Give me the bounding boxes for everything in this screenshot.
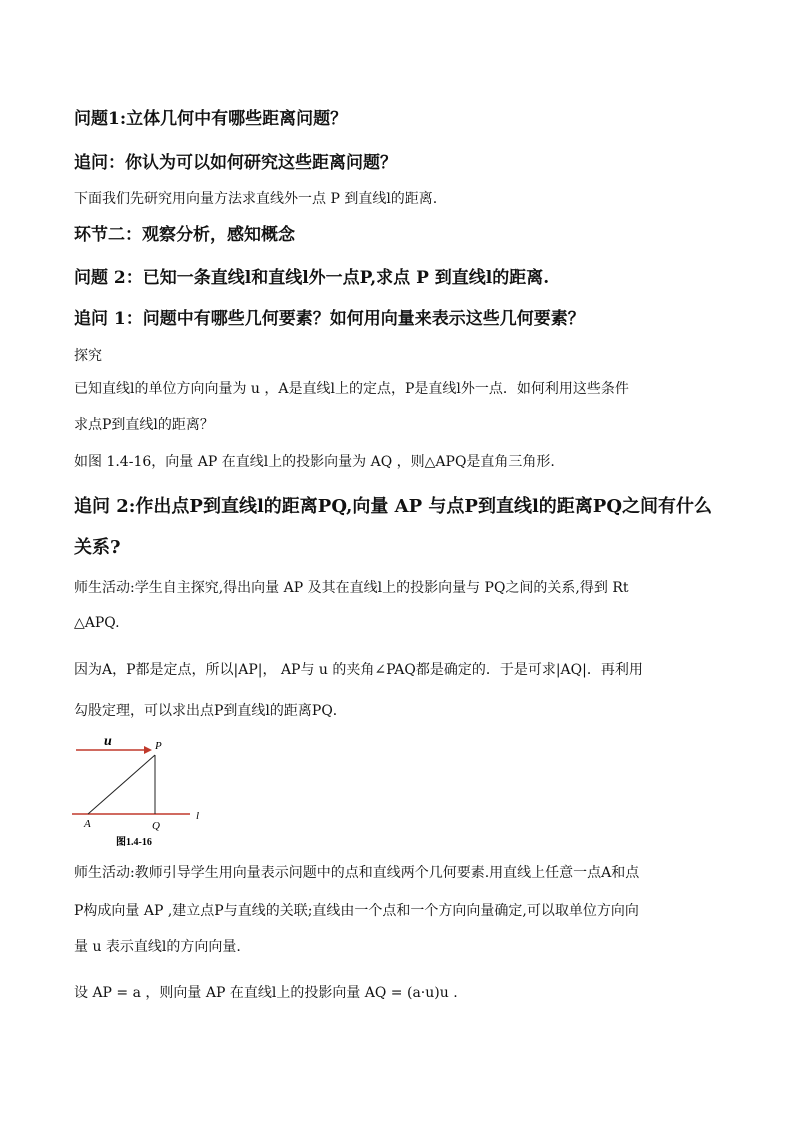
set-vector-line: 设 AP = a ，则向量 AP 在直线l上的投影向量 AQ = (a·u)u .: [74, 985, 458, 1001]
explore-paragraph-1: 已知直线l的单位方向向量为 u ，A是直线l上的定点，P是直线l外一点．如何利用这些条件: [74, 381, 629, 397]
figure-reference: 如图 1.4-16，向量 AP 在直线l上的投影向量为 AQ ，则△APQ是直角三角形.: [74, 454, 555, 470]
question-2: 问题 2：已知一条直线l和直线l外一点P,求点 P 到直线l的距离.: [74, 268, 550, 288]
p-label: P: [155, 740, 162, 752]
a-label: A: [84, 818, 91, 830]
followup-1: 追问 1：问题中有哪些几何要素？如何用向量来表示这些几何要素？: [74, 309, 585, 329]
segment-ap: [88, 755, 155, 814]
question-1: 问题1:立体几何中有哪些距离问题？: [74, 109, 348, 129]
question-1-followup: 追问：你认为可以如何研究这些距离问题？: [74, 153, 397, 173]
q-label: Q: [152, 820, 160, 832]
activity-1-line-2: △APQ.: [74, 615, 120, 631]
unit-vector-arrowhead: [144, 746, 152, 754]
l-label: l: [196, 810, 200, 822]
activity-1-line-1: 师生活动:学生自主探究,得出向量 AP 及其在直线l上的投影向量与 PQ之间的关系,得到 Rt: [74, 580, 629, 596]
because-line-2: 勾股定理，可以求出点P到直线l的距离PQ．: [74, 703, 347, 719]
figure-caption: 图1.4-16: [116, 837, 152, 847]
section-2-heading: 环节二：观察分析，感知概念: [74, 225, 295, 245]
projection-diagram: [72, 735, 212, 847]
activity-2-line-2: P构成向量 AP ,建立点P与直线的关联;直线由一个点和一个方向向量确定,可以取单位方向向: [74, 903, 639, 919]
activity-2-line-3: 量 u 表示直线l的方向向量.: [74, 939, 241, 955]
followup-2-line-1: 追问 2:作出点P到直线l的距离PQ,向量 AP 与点P到直线l的距离PQ之间有什么: [74, 496, 713, 517]
explore-paragraph-2: 求点P到直线l的距离？: [74, 417, 214, 433]
u-label: u: [104, 735, 112, 749]
explore-label: 探究: [74, 348, 102, 364]
followup-2-line-2: 关系?: [74, 537, 121, 558]
activity-2-line-1: 师生活动:教师引导学生用向量表示问题中的点和直线两个几何要素.用直线上任意一点A和点: [74, 865, 640, 881]
figure-1-4-16: [72, 735, 212, 851]
because-line-1: 因为A，P都是定点，所以|AP|， AP与 u 的夹角∠PAQ都是确定的．于是可求|AQ|．再利用: [74, 662, 643, 678]
intro-text: 下面我们先研究用向量方法求直线外一点 P 到直线l的距离.: [74, 191, 438, 207]
